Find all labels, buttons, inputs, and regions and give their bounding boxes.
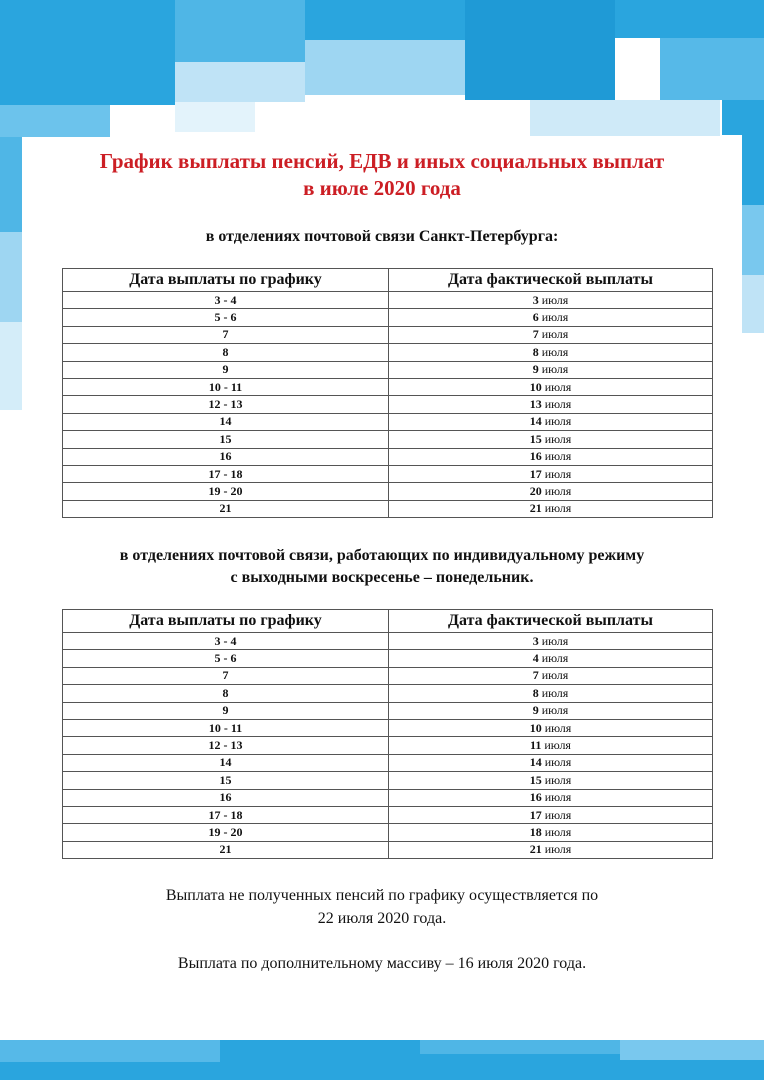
- actual-day: 18: [529, 824, 542, 839]
- actual-day: 20: [529, 483, 542, 498]
- table-row: [63, 789, 713, 806]
- actual-month: июля: [541, 668, 569, 683]
- actual-day: 4: [532, 651, 539, 666]
- actual-month: июля: [541, 344, 569, 359]
- actual-day: 21: [529, 501, 542, 516]
- table-row: [63, 772, 713, 789]
- actual-day: 21: [529, 842, 542, 857]
- table-row: [63, 344, 713, 361]
- scheduled-date-cell: 5 - 6: [63, 309, 389, 326]
- scheduled-date-cell: 17 - 18: [63, 806, 389, 823]
- section2-heading: [0, 545, 764, 589]
- actual-day: 8: [532, 685, 539, 700]
- actual-date-cell: [389, 633, 713, 650]
- scheduled-date-cell: 19 - 20: [63, 483, 389, 500]
- actual-day: 7: [532, 327, 539, 342]
- actual-month: июля: [541, 362, 569, 377]
- table-row: [63, 719, 713, 736]
- note-unpaid-pensions: [0, 884, 764, 930]
- actual-month: июля: [541, 292, 569, 307]
- title-line-1: График выплаты пенсий, ЕДВ и иных социальных выплат: [99, 149, 665, 173]
- actual-day: 10: [529, 379, 542, 394]
- actual-date-cell: [389, 292, 713, 309]
- scheduled-date-cell: 14: [63, 413, 389, 430]
- scheduled-date-cell: 15: [63, 772, 389, 789]
- col-header-actual: Дата фактической выплаты: [389, 610, 713, 633]
- actual-date-cell: [389, 772, 713, 789]
- scheduled-date-cell: 7: [63, 667, 389, 684]
- actual-month: июля: [544, 466, 572, 481]
- table-row: [63, 361, 713, 378]
- table-row: [63, 824, 713, 841]
- note-additional-array: Выплата по дополнительному массиву – 16 июля 2020 года.: [177, 955, 587, 972]
- table-row: [63, 465, 713, 482]
- table-row: [63, 650, 713, 667]
- scheduled-date-cell: 19 - 20: [63, 824, 389, 841]
- actual-day: 16: [529, 790, 542, 805]
- actual-date-cell: [389, 361, 713, 378]
- actual-day: 11: [530, 738, 542, 753]
- scheduled-date-cell: 14: [63, 754, 389, 771]
- actual-date-cell: [389, 326, 713, 343]
- table-row: [63, 292, 713, 309]
- actual-day: 15: [529, 431, 542, 446]
- actual-date-cell: [389, 650, 713, 667]
- table-row: [63, 737, 713, 754]
- scheduled-date-cell: 17 - 18: [63, 465, 389, 482]
- scheduled-date-cell: 21: [63, 500, 389, 517]
- actual-date-cell: [389, 309, 713, 326]
- actual-date-cell: [389, 667, 713, 684]
- actual-month: июля: [541, 633, 569, 648]
- actual-month: июля: [544, 397, 572, 412]
- actual-date-cell: [389, 413, 713, 430]
- table-header-row: [63, 269, 713, 292]
- actual-date-cell: [389, 824, 713, 841]
- actual-month: июля: [541, 703, 569, 718]
- actual-day: 7: [532, 668, 539, 683]
- actual-month: июля: [544, 431, 572, 446]
- actual-date-cell: [389, 737, 713, 754]
- actual-date-cell: [389, 396, 713, 413]
- actual-month: июля: [541, 327, 569, 342]
- section1-heading: в отделениях почтовой связи Санкт-Петербурга:: [205, 228, 559, 245]
- actual-date-cell: [389, 465, 713, 482]
- scheduled-date-cell: 7: [63, 326, 389, 343]
- scheduled-date-cell: 5 - 6: [63, 650, 389, 667]
- actual-month: июля: [544, 842, 572, 857]
- note-line-2: 22 июля 2020 года.: [317, 910, 447, 927]
- actual-day: 9: [532, 703, 539, 718]
- actual-month: июля: [544, 483, 572, 498]
- scheduled-date-cell: 8: [63, 344, 389, 361]
- scheduled-date-cell: 10 - 11: [63, 719, 389, 736]
- actual-day: 14: [529, 755, 542, 770]
- actual-month: июля: [541, 310, 569, 325]
- actual-month: июля: [544, 755, 572, 770]
- col-header-scheduled: Дата выплаты по графику: [63, 269, 389, 292]
- actual-date-cell: [389, 719, 713, 736]
- table-row: [63, 806, 713, 823]
- actual-day: 14: [529, 414, 542, 429]
- actual-month: июля: [541, 685, 569, 700]
- actual-day: 17: [529, 466, 542, 481]
- actual-month: июля: [544, 772, 572, 787]
- scheduled-date-cell: 3 - 4: [63, 633, 389, 650]
- actual-date-cell: [389, 344, 713, 361]
- actual-day: 6: [532, 310, 539, 325]
- scheduled-date-cell: 16: [63, 448, 389, 465]
- table-row: [63, 309, 713, 326]
- scheduled-date-cell: 12 - 13: [63, 396, 389, 413]
- table-row: [63, 841, 713, 858]
- actual-month: июля: [544, 501, 572, 516]
- section2-heading-line-2: с выходными воскресенье – понедельник.: [230, 569, 534, 586]
- note-line-1: Выплата не полученных пенсий по графику осуществляется по: [165, 887, 599, 904]
- actual-date-cell: [389, 431, 713, 448]
- actual-month: июля: [544, 414, 572, 429]
- actual-day: 3: [532, 633, 539, 648]
- actual-month: июля: [544, 807, 572, 822]
- actual-date-cell: [389, 500, 713, 517]
- scheduled-date-cell: 8: [63, 685, 389, 702]
- schedule-table-individual: [62, 609, 713, 859]
- table-row: [63, 685, 713, 702]
- actual-day: 15: [529, 772, 542, 787]
- table-row: [63, 667, 713, 684]
- table-header-row: [63, 610, 713, 633]
- actual-month: июля: [541, 651, 569, 666]
- scheduled-date-cell: 9: [63, 702, 389, 719]
- table-row: [63, 633, 713, 650]
- actual-day: 9: [532, 362, 539, 377]
- actual-month: июля: [544, 720, 572, 735]
- actual-month: июля: [544, 824, 572, 839]
- actual-date-cell: [389, 448, 713, 465]
- title-line-2: в июле 2020 года: [303, 176, 461, 200]
- actual-month: июля: [544, 449, 572, 464]
- table-row: [63, 413, 713, 430]
- table-row: [63, 483, 713, 500]
- page-title: [0, 148, 764, 202]
- table-row: [63, 448, 713, 465]
- col-header-actual: Дата фактической выплаты: [389, 269, 713, 292]
- actual-date-cell: [389, 806, 713, 823]
- section2-heading-line-1: в отделениях почтовой связи, работающих по индивидуальному режиму: [119, 547, 645, 564]
- table-row: [63, 702, 713, 719]
- scheduled-date-cell: 15: [63, 431, 389, 448]
- actual-day: 3: [532, 292, 539, 307]
- actual-date-cell: [389, 483, 713, 500]
- table-row: [63, 431, 713, 448]
- actual-date-cell: [389, 685, 713, 702]
- actual-date-cell: [389, 378, 713, 395]
- actual-month: июля: [544, 790, 572, 805]
- scheduled-date-cell: 21: [63, 841, 389, 858]
- schedule-table-spb: [62, 268, 713, 518]
- scheduled-date-cell: 3 - 4: [63, 292, 389, 309]
- table-row: [63, 754, 713, 771]
- table-row: [63, 500, 713, 517]
- actual-date-cell: [389, 702, 713, 719]
- actual-month: июля: [544, 738, 571, 753]
- actual-day: 13: [529, 397, 542, 412]
- table-row: [63, 378, 713, 395]
- col-header-scheduled: Дата выплаты по графику: [63, 610, 389, 633]
- actual-day: 10: [529, 720, 542, 735]
- actual-day: 17: [529, 807, 542, 822]
- scheduled-date-cell: 10 - 11: [63, 378, 389, 395]
- scheduled-date-cell: 12 - 13: [63, 737, 389, 754]
- scheduled-date-cell: 9: [63, 361, 389, 378]
- actual-day: 8: [532, 344, 539, 359]
- scheduled-date-cell: 16: [63, 789, 389, 806]
- actual-day: 16: [529, 449, 542, 464]
- table-row: [63, 396, 713, 413]
- actual-month: июля: [544, 379, 572, 394]
- actual-date-cell: [389, 841, 713, 858]
- table-row: [63, 326, 713, 343]
- actual-date-cell: [389, 754, 713, 771]
- actual-date-cell: [389, 789, 713, 806]
